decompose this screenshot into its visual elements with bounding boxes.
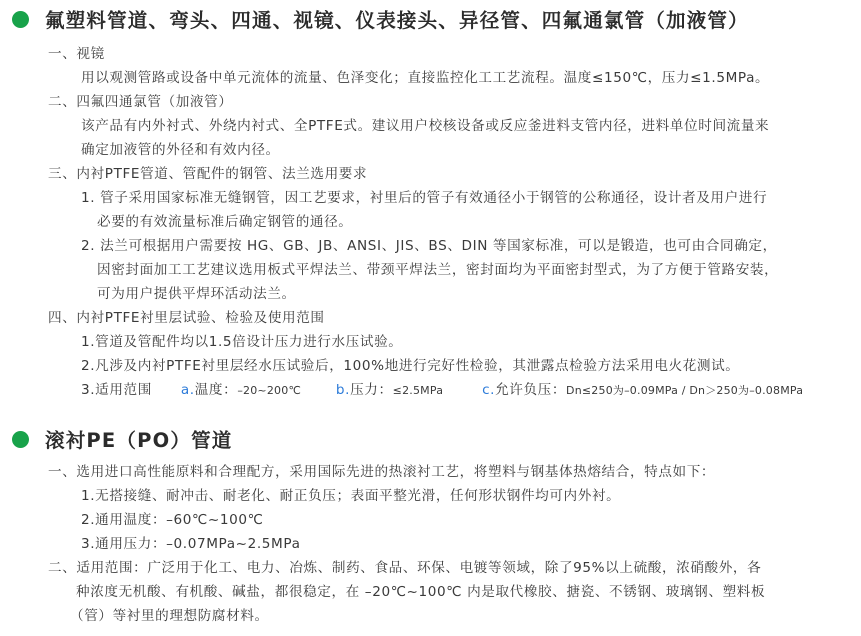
range-a-label: 温度： <box>194 382 238 398</box>
range-c-value: Dn≤250为–0.09MPa / Dn＞250为–0.08MPa <box>566 384 804 397</box>
s2-p1-line: 一、选用进口高性能原料和合理配方，采用国际先进的热滚衬工艺，将塑料与钢基体热熔结合，特点如下： <box>48 464 716 480</box>
s1-p3-heading: 三、内衬PTFE管道、管配件的钢管、法兰选用要求 <box>48 166 368 182</box>
range-a-letter: a. <box>180 382 195 398</box>
range-c-letter: c. <box>482 382 496 398</box>
range-b-label: 压力： <box>350 382 393 398</box>
s1-p1-heading: 一、视镜 <box>48 46 105 62</box>
s1-p3-item2-line3: 可为用户提供平焊环活动法兰。 <box>97 286 296 302</box>
section-1-heading <box>12 6 749 32</box>
s1-p2-heading: 二、四氟四通氯管（加液管） <box>48 94 233 110</box>
s2-p1-item1: 1.无搭接缝、耐冲击、耐老化、耐正负压；表面平整光滑，任何形状钢件均可内外衬。 <box>81 488 621 504</box>
green-bullet-icon <box>12 431 29 448</box>
s1-p3-item2-line1: 2. 法兰可根据用户需要按 HG、GB、JB、ANSI、JIS、BS、DIN 等国家标准，可以是锻造，也可由合同确定， <box>81 238 777 254</box>
s1-p3-item1-line2: 必要的有效流量标准后确定钢管的通径。 <box>97 214 353 230</box>
green-bullet-icon <box>12 11 29 28</box>
range-c-label: 允许负压： <box>495 382 567 398</box>
s2-p1-item3: 3.通用压力：–0.07MPa~2.5MPa <box>81 536 301 552</box>
s1-p2-line1: 该产品有内外衬式、外绕内衬式、全PTFE式。建议用户校核设备或反应釜进料支管内径，进料单位时间流量来 <box>81 118 770 134</box>
s1-p2-line2: 确定加液管的外径和有效内径。 <box>81 142 280 158</box>
s1-p1-text: 用以观测管路或设备中单元流体的流量、色泽变化；直接监控化工工艺流程。温度≤150℃，压力≤1.5MPa。 <box>81 70 770 86</box>
range-b-value: ≤2.5MPa <box>392 384 444 397</box>
section-2-title: 滚衬PE（PO）管道 <box>45 429 233 452</box>
s2-p1-item2: 2.通用温度：–60℃~100℃ <box>81 512 264 528</box>
range-label: 3.适用范围 <box>81 382 152 398</box>
s1-p4-heading: 四、内衬PTFE衬里层试验、检验及使用范围 <box>48 310 325 326</box>
s1-p4-item3 <box>81 380 803 401</box>
s2-p2-line2: 种浓度无机酸、有机酸、碱盐，都很稳定，在 –20℃~100℃ 内是取代橡胶、搪瓷、不锈钢、玻璃钢、塑料板 <box>76 584 766 600</box>
section-1-title: 氟塑料管道、弯头、四通、视镜、仪表接头、异径管、四氟通氯管（加液管） <box>45 9 749 32</box>
s1-p3-item1-line1: 1. 管子采用国家标准无缝钢管，因工艺要求，衬里后的管子有效通径小于钢管的公称通径，设计者及用户进行 <box>81 190 768 206</box>
range-a-value: –20~200℃ <box>237 384 301 397</box>
range-b-letter: b. <box>335 382 351 398</box>
s2-p2-line1: 二、适用范围：广泛用于化工、电力、冶炼、制药、食品、环保、电镀等领域，除了95%以上硫酸，浓硝酸外，各 <box>48 560 762 576</box>
s1-p3-item2-line2: 因密封面加工工艺建议选用板式平焊法兰、带颈平焊法兰，密封面均为平面密封型式，为了方便于管路安装， <box>97 262 779 278</box>
s1-p4-item2: 2.凡涉及内衬PTFE衬里层经水压试验后，100%地进行完好性检验，其泄露点检验方法采用电火花测试。 <box>81 358 740 374</box>
s1-p4-item1: 1.管道及管配件均以1.5倍设计压力进行水压试验。 <box>81 334 403 350</box>
section-2-heading <box>12 426 232 452</box>
s2-p2-line3: （管）等衬里的理想防腐材料。 <box>70 608 269 624</box>
